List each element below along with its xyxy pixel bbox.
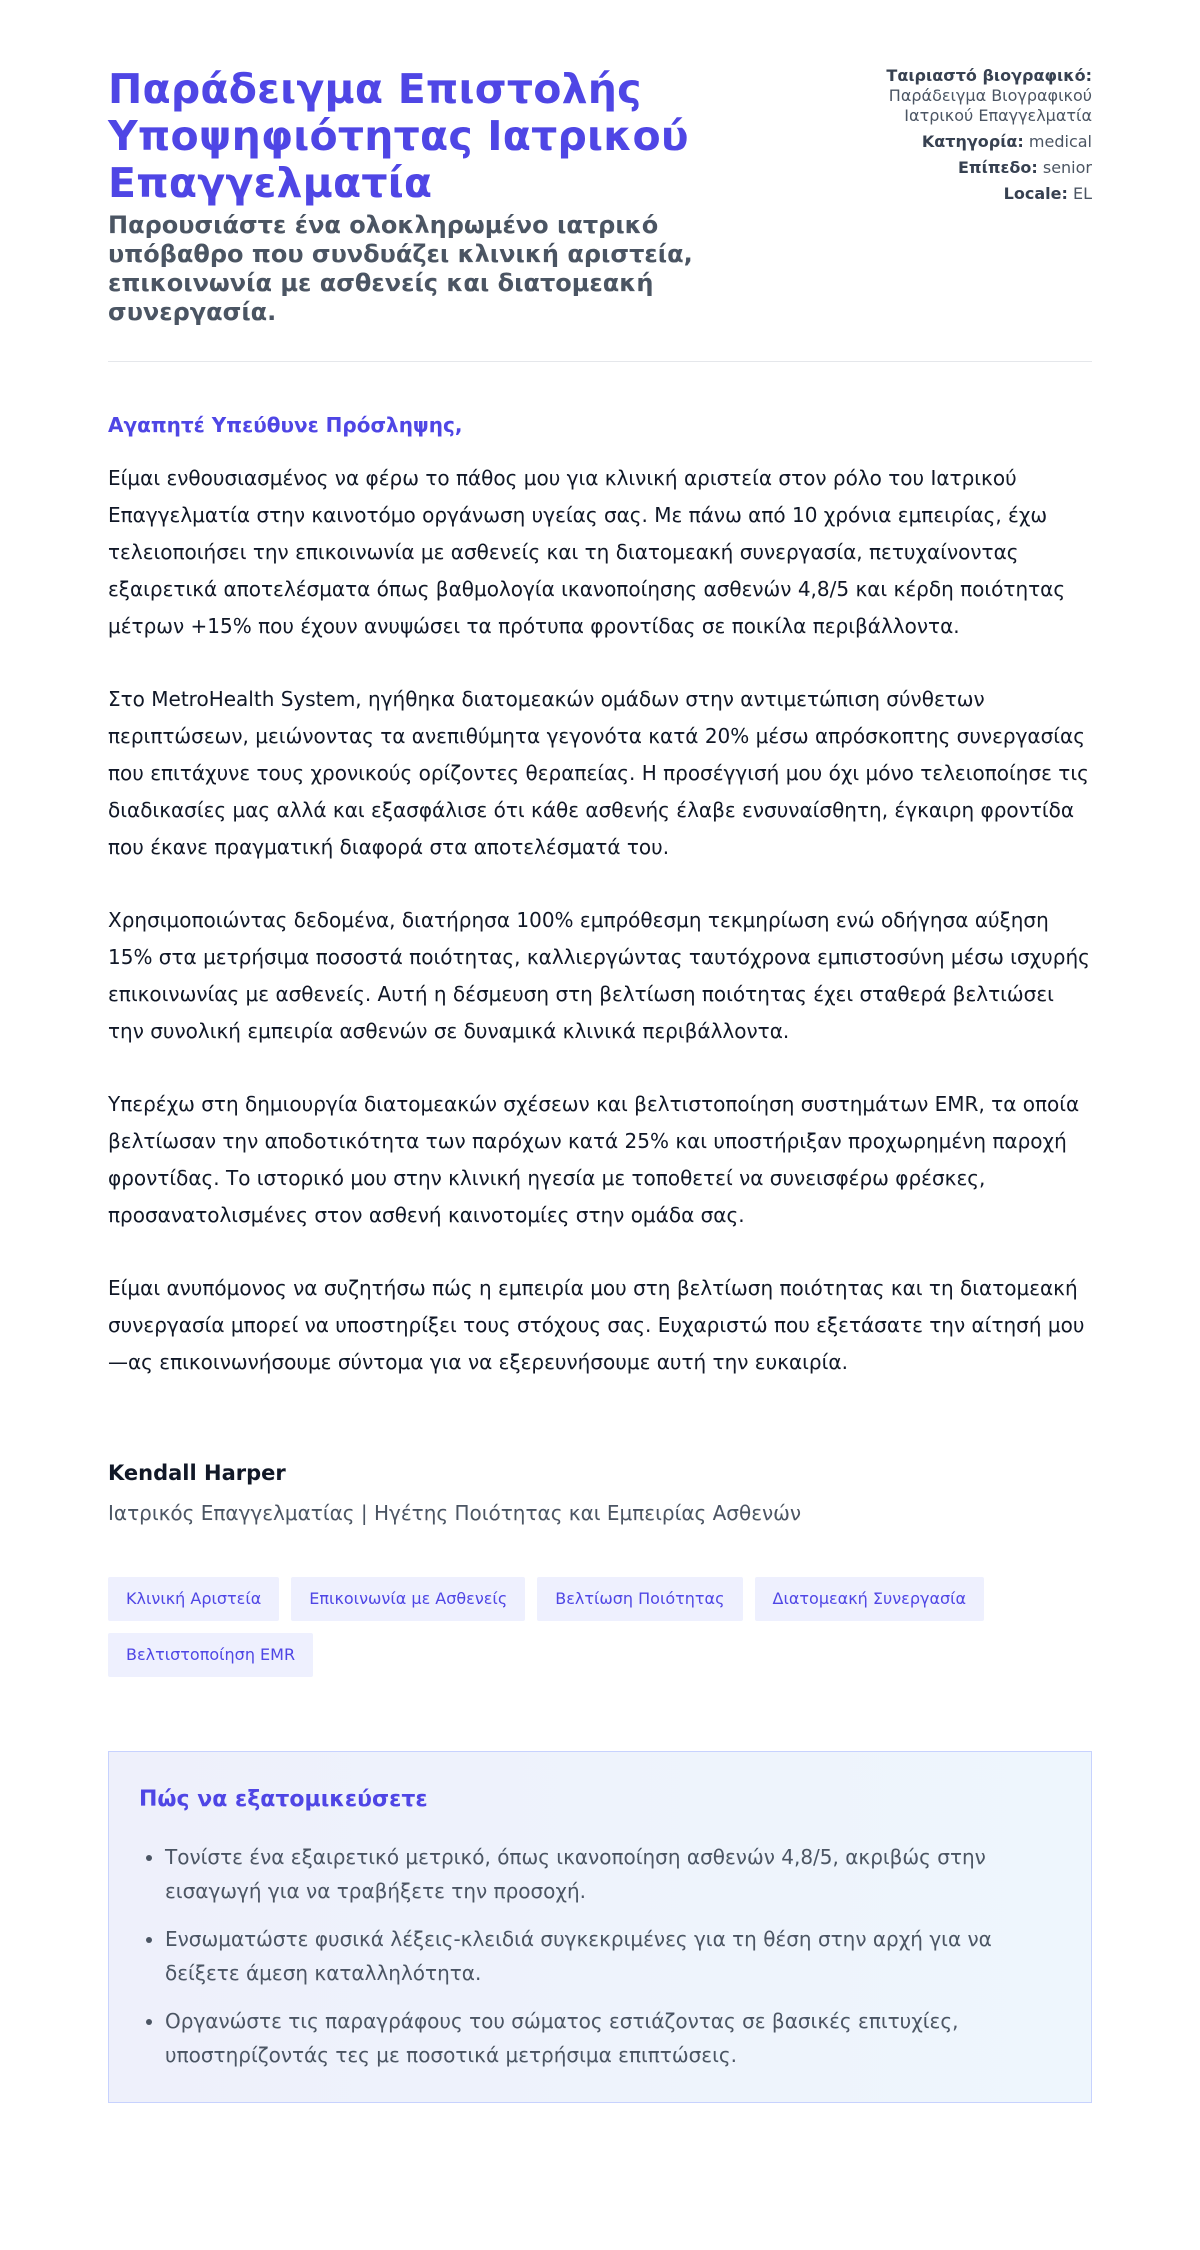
skill-tag: Βελτιστοποίηση EMR [108, 1633, 313, 1677]
letter-paragraph: Στο MetroHealth System, ηγήθηκα διατομεακών ομάδων στην αντιμετώπιση σύνθετων περιπτώσεων, μειώνοντας τα ανεπιθύμητα γεγονότα κατά 20% μέσω απρόσκοπτης συνεργασίας που επιτάχυνε τους χρονικούς ορίζοντες θεραπείας. Η προσέγγισή μου όχι μόνο τελειοποίησε τις διαδικασίες μας αλλά και εξασφάλισε ότι κάθε ασθενής έλαβε ενσυναίσθητη, έγκαιρη φροντίδα που έκανε πραγματική διαφορά στα αποτελέσματά του. [108, 687, 1089, 859]
meta-category-value: medical [1028, 132, 1092, 151]
meta-panel [832, 66, 1092, 210]
signature-block [108, 1459, 1092, 1527]
page-subtitle: Παρουσιάστε ένα ολοκληρωμένο ιατρικό υπόβαθρο που συνδυάζει κλινική αριστεία, επικοινωνία με ασθενείς και διατομεακή συνεργασία. [108, 211, 693, 326]
skill-tag: Κλινική Αριστεία [108, 1577, 279, 1621]
page-title: Παράδειγμα Επιστολής Υποψηφιότητας Ιατρικού Επαγγελματία [108, 65, 689, 207]
title-block [108, 66, 788, 327]
tips-title: Πώς να εξατομικεύσετε [139, 1787, 428, 1812]
letter-paragraph: Είμαι ενθουσιασμένος να φέρω το πάθος μου για κλινική αριστεία στον ρόλο του Ιατρικού Επαγγελματία στην καινοτόμο οργάνωση υγείας σας. Με πάνω από 10 χρόνια εμπειρίας, έχω τελειοποιήσει την επικοινωνία με ασθενείς και τη διατομεακή συνεργασία, πετυχαίνοντας εξαιρετικά αποτελέσματα όπως βαθμολογία ικανοποίησης ασθενών 4,8/5 και κέρδη ποιότητας μέτρων +15% που έχουν ανυψώσει τα πρότυπα φροντίδας σε ποικίλα περιβάλλοντα. [108, 466, 1066, 638]
tip-item: • Τονίστε ένα εξαιρετικό μετρικό, όπως ικανοποίηση ασθενών 4,8/5, ακριβώς στην εισαγωγή για να τραβήξετε την προσοχή. [165, 1840, 1061, 1908]
meta-matched-resume-label: Ταιριαστό βιογραφικό: [886, 66, 1092, 85]
skill-tag: Διατομεακή Συνεργασία [755, 1577, 985, 1621]
tips-list [139, 1840, 1061, 2072]
skill-tag: Βελτίωση Ποιότητας [537, 1577, 742, 1621]
meta-locale-label: Locale: [1003, 184, 1068, 203]
tip-item: • Οργανώστε τις παραγράφους του σώματος εστιάζοντας σε βασικές επιτυχίες, υποστηρίζοντάς τες με ποσοτικά μετρήσιμα επιπτώσεις. [165, 2004, 1061, 2072]
meta-level-value: senior [1042, 158, 1092, 177]
letter-paragraph: Είμαι ανυπόμονος να συζητήσω πώς η εμπειρία μου στη βελτίωση ποιότητας και τη διατομεακή συνεργασία μπορεί να υποστηρίξει τους στόχους σας. Ευχαριστώ που εξετάσατε την αίτησή μου—ας επικοινωνήσουμε σύντομα για να εξερευνήσουμε αυτή την ευκαιρία. [108, 1276, 1085, 1374]
letter-paragraph: Χρησιμοποιώντας δεδομένα, διατήρησα 100% εμπρόθεσμη τεκμηρίωση ενώ οδήγησα αύξηση 15% στα μετρήσιμα ποσοστά ποιότητας, καλλιεργώντας ταυτόχρονα εμπιστοσύνη μέσω ισχυρής επικοινωνίας με ασθενείς. Αυτή η δέσμευση στη βελτίωση ποιότητας έχει σταθερά βελτιώσει την συνολική εμπειρία ασθενών σε δυναμικά κλινικά περιβάλλοντα. [108, 908, 1090, 1043]
letter-body [108, 412, 1092, 1381]
header-divider [108, 361, 1092, 362]
meta-level-label: Επίπεδο: [958, 158, 1038, 177]
customization-tips-box [108, 1751, 1092, 2103]
meta-category-label: Κατηγορία: [921, 132, 1024, 151]
signature-name: Kendall Harper [108, 1461, 286, 1485]
signature-role: Ιατρικός Επαγγελματίας | Ηγέτης Ποιότητας και Εμπειρίας Ασθενών [108, 1501, 802, 1525]
meta-locale-value: EL [1072, 184, 1092, 203]
document-header [108, 66, 1092, 327]
meta-matched-resume [832, 66, 1092, 126]
skill-tag: Επικοινωνία με Ασθενείς [291, 1577, 525, 1621]
skill-tags [108, 1577, 1092, 1677]
tip-item: • Ενσωματώστε φυσικά λέξεις-κλειδιά συγκεκριμένες για τη θέση στην αρχή για να δείξετε άμεση καταλληλότητα. [165, 1922, 1061, 1990]
meta-category [832, 132, 1092, 152]
meta-matched-resume-link[interactable]: Παράδειγμα Βιογραφικού Ιατρικού Επαγγελματία [888, 86, 1092, 125]
meta-locale [832, 184, 1092, 204]
letter-greeting: Αγαπητέ Υπεύθυνε Πρόσληψης, [108, 413, 463, 437]
meta-level [832, 158, 1092, 178]
letter-paragraph: Υπερέχω στη δημιουργία διατομεακών σχέσεων και βελτιστοποίηση συστημάτων EMR, τα οποία βελτίωσαν την αποδοτικότητα των παρόχων κατά 25% και υποστήριξαν προχωρημένη παροχή φροντίδας. Το ιστορικό μου στην κλινική ηγεσία με τοποθετεί να συνεισφέρω φρέσκες, προσανατολισμένες στον ασθενή καινοτομίες στην ομάδα σας. [108, 1092, 1080, 1227]
